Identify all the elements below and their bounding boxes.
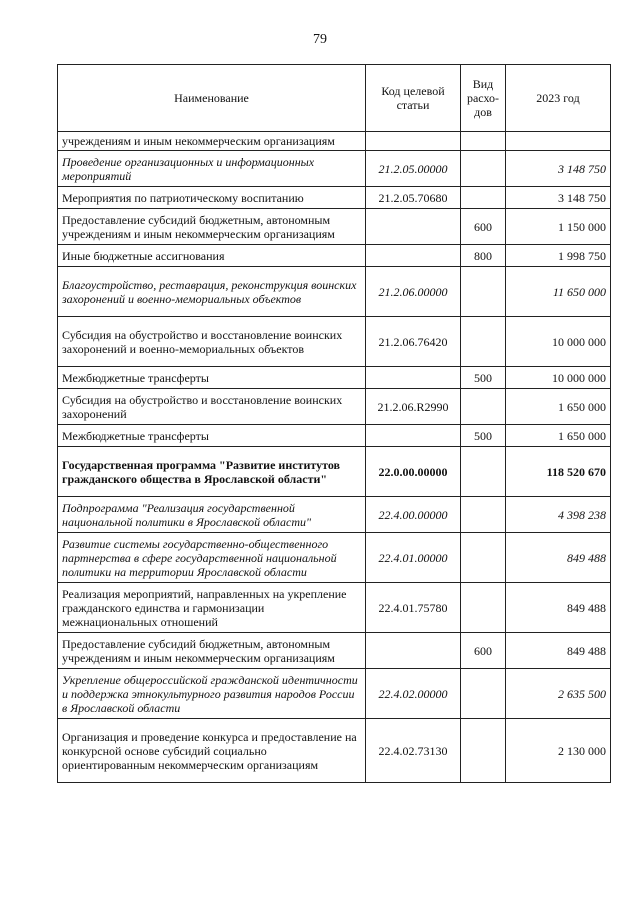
table-header [58,65,611,132]
row-expense-type-cell: 800 [461,245,506,267]
row-code-cell [366,132,461,151]
row-name-cell: Организация и проведение конкурса и предоставление на конкурсной основе субсидий социально ориентированным некоммерческим организациям [58,719,366,783]
row-expense-type-cell [461,669,506,719]
row-expense-type-cell: 500 [461,425,506,447]
row-code-cell [366,425,461,447]
row-amount-cell: 2 130 000 [506,719,611,783]
table-row [58,367,611,389]
row-amount-cell: 10 000 000 [506,317,611,367]
row-name-cell: Развитие системы государственно-общественного партнерства в сфере государственной национальной политики на территории Ярославской области [58,533,366,583]
row-code-cell: 21.2.06.00000 [366,267,461,317]
table-row [58,132,611,151]
row-code-cell [366,245,461,267]
header-code: Код целевой статьи [366,65,461,132]
row-expense-type-cell [461,187,506,209]
row-expense-type-cell [461,132,506,151]
row-name-cell: учреждениям и иным некоммерческим организациям [58,132,366,151]
row-amount-cell: 1 150 000 [506,209,611,245]
table-row [58,245,611,267]
table-row [58,389,611,425]
header-amount-2023: 2023 год [506,65,611,132]
row-amount-cell: 2 635 500 [506,669,611,719]
table-row [58,719,611,783]
table-row [58,533,611,583]
row-code-cell: 21.2.06.76420 [366,317,461,367]
header-expense-type: Вид расхо-дов [461,65,506,132]
table-row [58,425,611,447]
row-amount-cell: 118 520 670 [506,447,611,497]
row-amount-cell: 1 650 000 [506,425,611,447]
table-row [58,187,611,209]
row-name-cell: Проведение организационных и информационных мероприятий [58,151,366,187]
row-name-cell: Мероприятия по патриотическому воспитанию [58,187,366,209]
row-amount-cell: 4 398 238 [506,497,611,533]
row-name-cell: Иные бюджетные ассигнования [58,245,366,267]
row-expense-type-cell [461,447,506,497]
row-expense-type-cell [461,267,506,317]
table-row [58,447,611,497]
row-expense-type-cell [461,151,506,187]
table-row [58,583,611,633]
row-code-cell [366,633,461,669]
row-code-cell: 21.2.05.70680 [366,187,461,209]
row-code-cell: 22.0.00.00000 [366,447,461,497]
header-row [58,65,611,132]
table-row [58,267,611,317]
row-expense-type-cell [461,389,506,425]
row-name-cell: Предоставление субсидий бюджетным, автономным учреждениям и иным некоммерческим организациям [58,209,366,245]
row-code-cell [366,367,461,389]
row-name-cell: Субсидия на обустройство и восстановление воинских захоронений [58,389,366,425]
row-code-cell: 21.2.06.R2990 [366,389,461,425]
row-name-cell: Реализация мероприятий, направленных на укрепление гражданского единства и гармонизации межнациональных отношений [58,583,366,633]
budget-table [57,64,611,783]
header-name: Наименование [58,65,366,132]
table-row [58,317,611,367]
row-code-cell: 22.4.01.00000 [366,533,461,583]
row-code-cell: 22.4.01.75780 [366,583,461,633]
table-body [58,132,611,783]
row-amount-cell: 1 998 750 [506,245,611,267]
row-code-cell: 22.4.02.00000 [366,669,461,719]
row-expense-type-cell [461,533,506,583]
row-name-cell: Межбюджетные трансферты [58,425,366,447]
row-amount-cell: 3 148 750 [506,151,611,187]
row-name-cell: Государственная программа "Развитие институтов гражданского общества в Ярославской области" [58,447,366,497]
row-name-cell: Предоставление субсидий бюджетным, автономным учреждениям и иным некоммерческим организациям [58,633,366,669]
row-name-cell: Межбюджетные трансферты [58,367,366,389]
row-expense-type-cell: 600 [461,209,506,245]
row-amount-cell: 849 488 [506,633,611,669]
row-amount-cell: 11 650 000 [506,267,611,317]
row-name-cell: Благоустройство, реставрация, реконструкция воинских захоронений и военно-мемориальных объектов [58,267,366,317]
table-row [58,209,611,245]
row-expense-type-cell [461,317,506,367]
row-code-cell: 22.4.00.00000 [366,497,461,533]
table-row [58,151,611,187]
table-row [58,497,611,533]
row-amount-cell: 1 650 000 [506,389,611,425]
page-number: 79 [313,32,327,47]
row-code-cell: 22.4.02.73130 [366,719,461,783]
row-amount-cell: 849 488 [506,583,611,633]
row-amount-cell: 3 148 750 [506,187,611,209]
row-expense-type-cell [461,719,506,783]
row-expense-type-cell: 500 [461,367,506,389]
table-row [58,633,611,669]
table-row [58,669,611,719]
row-code-cell: 21.2.05.00000 [366,151,461,187]
row-amount-cell: 849 488 [506,533,611,583]
row-name-cell: Укрепление общероссийской гражданской идентичности и поддержка этнокультурного развития народов России в Ярославской области [58,669,366,719]
row-code-cell [366,209,461,245]
row-expense-type-cell [461,583,506,633]
row-amount-cell: 10 000 000 [506,367,611,389]
row-expense-type-cell: 600 [461,633,506,669]
row-amount-cell [506,132,611,151]
row-name-cell: Подпрограмма "Реализация государственной национальной политики в Ярославской области" [58,497,366,533]
row-expense-type-cell [461,497,506,533]
row-name-cell: Субсидия на обустройство и восстановление воинских захоронений и военно-мемориальных объектов [58,317,366,367]
